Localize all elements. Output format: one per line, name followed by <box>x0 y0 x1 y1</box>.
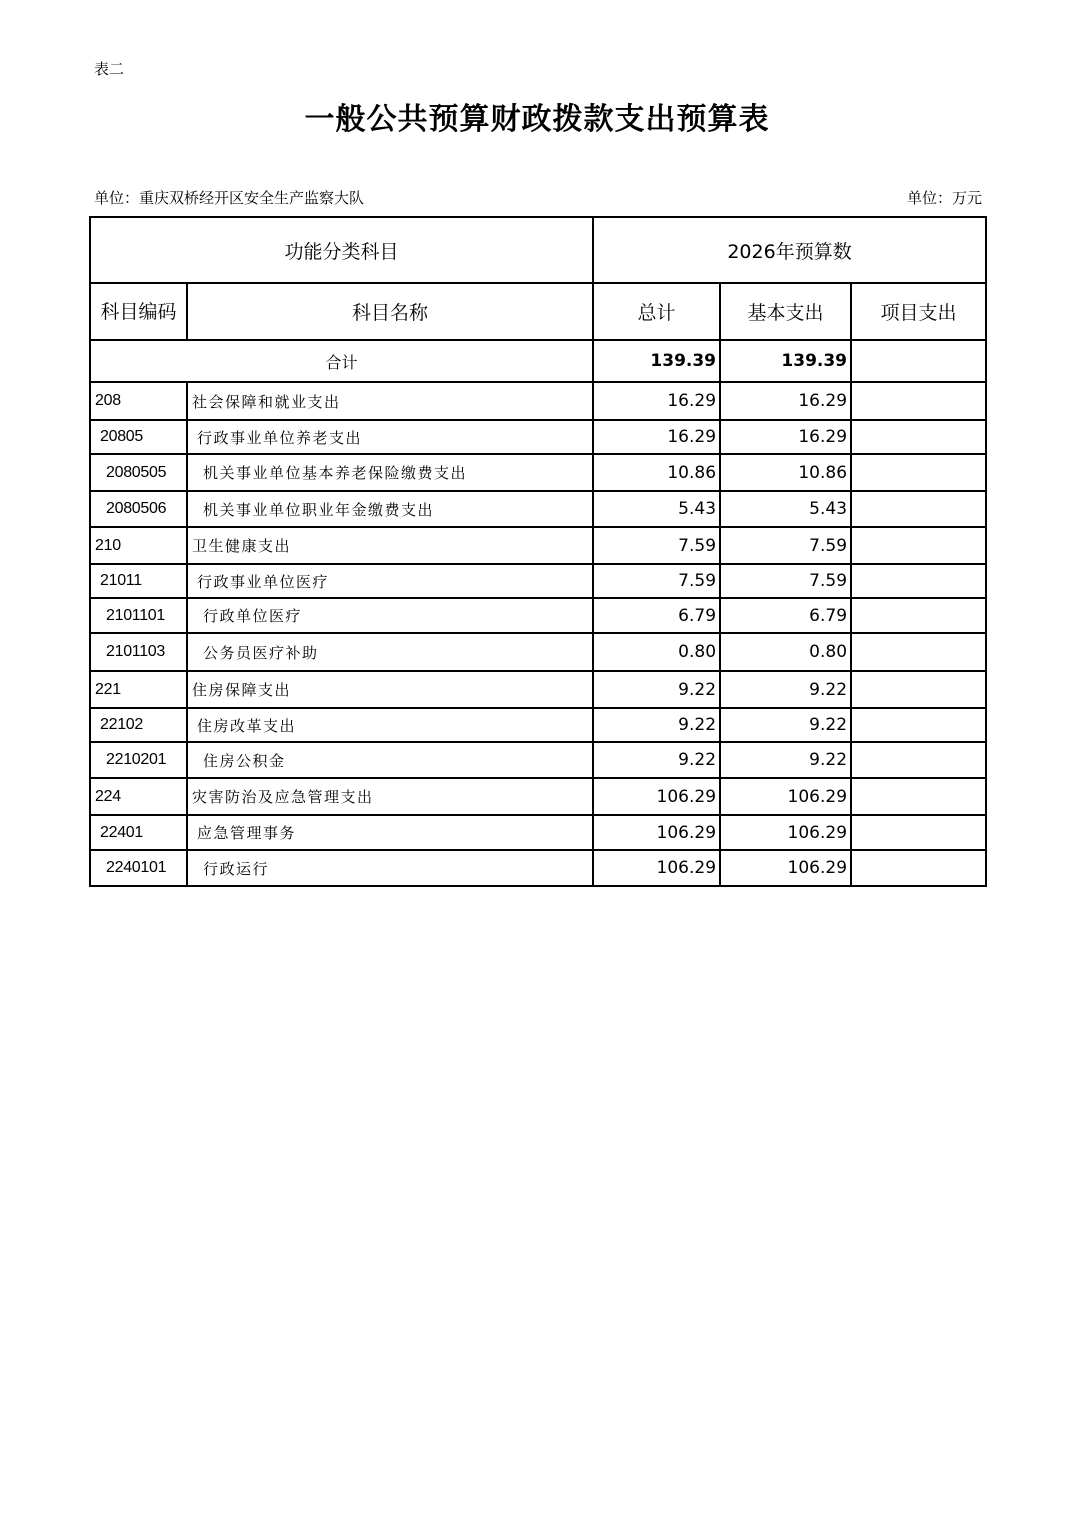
row-total: 16.29 <box>593 382 720 420</box>
row-total: 0.80 <box>593 633 720 671</box>
row-basic: 5.43 <box>720 491 851 527</box>
row-total: 7.59 <box>593 564 720 598</box>
row-code: 208 <box>90 382 187 420</box>
row-project <box>851 708 986 742</box>
row-project <box>851 454 986 491</box>
row-code: 2080505 <box>90 454 187 491</box>
total-total: 139.39 <box>593 340 720 382</box>
row-basic: 16.29 <box>720 420 851 454</box>
unit-currency: 单位：万元 <box>906 189 982 207</box>
header-basic: 基本支出 <box>720 283 851 340</box>
row-name: 住房公积金 <box>187 742 593 778</box>
row-name: 行政单位医疗 <box>187 598 593 633</box>
row-basic: 9.22 <box>720 708 851 742</box>
row-total: 106.29 <box>593 850 720 886</box>
table-row <box>90 778 986 815</box>
row-name: 卫生健康支出 <box>187 527 593 564</box>
header-budget-year: 2026年预算数 <box>593 217 986 283</box>
total-basic: 139.39 <box>720 340 851 382</box>
row-project <box>851 420 986 454</box>
row-total: 7.59 <box>593 527 720 564</box>
row-basic: 7.59 <box>720 527 851 564</box>
row-project <box>851 491 986 527</box>
row-name: 机关事业单位职业年金缴费支出 <box>187 491 593 527</box>
row-code: 22102 <box>90 708 187 742</box>
table-row <box>90 420 986 454</box>
row-total: 10.86 <box>593 454 720 491</box>
row-basic: 6.79 <box>720 598 851 633</box>
row-code: 2210201 <box>90 742 187 778</box>
unit-organization: 单位：重庆双桥经开区安全生产监察大队 <box>94 189 365 207</box>
row-code: 2240101 <box>90 850 187 886</box>
row-code: 20805 <box>90 420 187 454</box>
row-basic: 7.59 <box>720 564 851 598</box>
row-total: 5.43 <box>593 491 720 527</box>
table-row <box>90 850 986 886</box>
table-row <box>90 815 986 850</box>
header-functional-category: 功能分类科目 <box>90 217 593 283</box>
row-basic: 16.29 <box>720 382 851 420</box>
row-project <box>851 778 986 815</box>
row-total: 9.22 <box>593 708 720 742</box>
row-code: 2080506 <box>90 491 187 527</box>
page-title: 一般公共预算财政拨款支出预算表 <box>304 102 770 137</box>
row-code: 21011 <box>90 564 187 598</box>
row-basic: 10.86 <box>720 454 851 491</box>
row-name: 灾害防治及应急管理支出 <box>187 778 593 815</box>
row-project <box>851 742 986 778</box>
row-basic: 106.29 <box>720 815 851 850</box>
row-name: 公务员医疗补助 <box>187 633 593 671</box>
row-project <box>851 671 986 708</box>
header-row-2 <box>90 283 986 340</box>
row-basic: 0.80 <box>720 633 851 671</box>
header-code: 科目编码 <box>90 283 187 340</box>
row-name: 住房改革支出 <box>187 708 593 742</box>
row-code: 221 <box>90 671 187 708</box>
row-code: 2101101 <box>90 598 187 633</box>
total-row <box>90 340 986 382</box>
row-code: 22401 <box>90 815 187 850</box>
table-row <box>90 633 986 671</box>
table-row <box>90 527 986 564</box>
row-project <box>851 382 986 420</box>
table-row <box>90 742 986 778</box>
row-project <box>851 564 986 598</box>
header-project: 项目支出 <box>851 283 986 340</box>
row-name: 社会保障和就业支出 <box>187 382 593 420</box>
table-row <box>90 382 986 420</box>
table-row <box>90 671 986 708</box>
row-project <box>851 633 986 671</box>
row-code: 224 <box>90 778 187 815</box>
budget-table <box>89 216 987 887</box>
row-name: 住房保障支出 <box>187 671 593 708</box>
total-project <box>851 340 986 382</box>
row-name: 机关事业单位基本养老保险缴费支出 <box>187 454 593 491</box>
table-row <box>90 708 986 742</box>
row-basic: 106.29 <box>720 850 851 886</box>
row-total: 106.29 <box>593 778 720 815</box>
row-basic: 9.22 <box>720 671 851 708</box>
row-total: 9.22 <box>593 671 720 708</box>
row-total: 16.29 <box>593 420 720 454</box>
row-basic: 9.22 <box>720 742 851 778</box>
row-total: 106.29 <box>593 815 720 850</box>
row-name: 应急管理事务 <box>187 815 593 850</box>
row-name: 行政事业单位医疗 <box>187 564 593 598</box>
total-label: 合计 <box>90 340 593 382</box>
table-row <box>90 454 986 491</box>
header-name: 科目名称 <box>187 283 593 340</box>
table-row <box>90 598 986 633</box>
row-basic: 106.29 <box>720 778 851 815</box>
table-row <box>90 491 986 527</box>
row-project <box>851 850 986 886</box>
row-project <box>851 598 986 633</box>
row-name: 行政运行 <box>187 850 593 886</box>
row-code: 210 <box>90 527 187 564</box>
row-total: 6.79 <box>593 598 720 633</box>
row-project <box>851 527 986 564</box>
row-code: 2101103 <box>90 633 187 671</box>
row-name: 行政事业单位养老支出 <box>187 420 593 454</box>
row-project <box>851 815 986 850</box>
header-total: 总计 <box>593 283 720 340</box>
row-total: 9.22 <box>593 742 720 778</box>
table-label: 表二 <box>94 60 125 78</box>
header-row-1 <box>90 217 986 283</box>
table-row <box>90 564 986 598</box>
